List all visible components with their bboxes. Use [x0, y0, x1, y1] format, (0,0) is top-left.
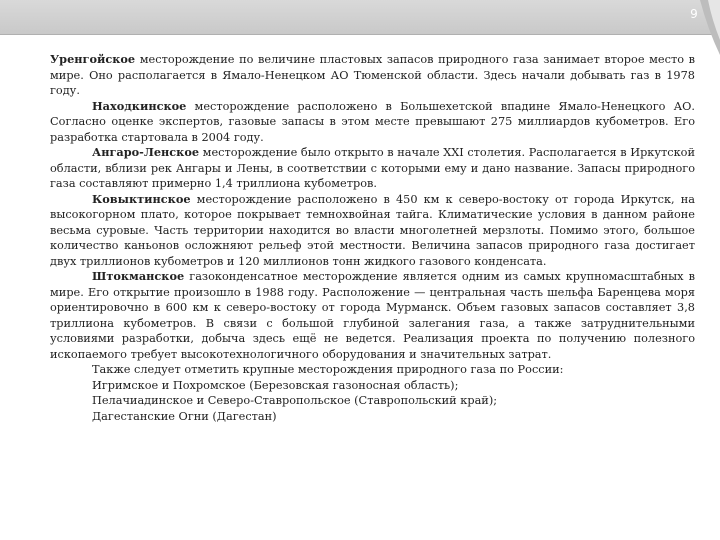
- field-name-urengoy: Уренгойское: [50, 52, 136, 66]
- paragraph-shtokman: [50, 269, 695, 362]
- paragraph-angaro-lena: [50, 145, 695, 192]
- paragraph-kovykta: [50, 192, 695, 270]
- paragraph-nakhodka: [50, 99, 695, 146]
- paragraph-text-urengoy: месторождение по величине пластовых запасов природного газа занимает второе место в мире. Оно располагается в Ямало-Ненецком АО Тюменской области. Здесь начали добывать газ в 1978 году.: [50, 53, 695, 97]
- closing-intro: Также следует отметить крупные месторождения природного газа по России:: [92, 363, 564, 376]
- slide-header-divider: [0, 34, 720, 35]
- list-item: Пелачиадинское и Северо-Ставропольское (Ставропольский край);: [92, 394, 498, 407]
- paragraph-text-angaro-lena: месторождение было открыто в начале XXI столетия. Располагается в Иркутской области, вблизи рек Ангары и Лены, в соответствии с которыми ему и дано название. Запасы природного газа составляют примерно 1,4 триллиона кубометров.: [50, 146, 695, 190]
- paragraph-text-nakhodka: месторождение расположено в Большехетской впадине Ямало-Ненецкого АО. Согласно оценке экспертов, газовые запасы в этом месте превышают 275 миллиардов кубометров. Его разработка стартовала в 2004 году.: [50, 99, 695, 144]
- slide-header-bar: [0, 0, 720, 34]
- page-number: 9: [690, 7, 698, 21]
- paragraph-urengoy: [50, 52, 695, 99]
- paragraph-text-shtokman: газоконденсатное месторождение является одним из самых крупномасштабных в мире. Его открытие произошло в 1988 году. Расположение — центральная часть шельфа Баренцева моря ориентировочно в 600 км к северо-востоку от города Мурманск. Объем газовых запасов составляет 3,8 триллиона кубометров. В связи с большой глубиной залегания газа, а также затруднительными условиями разработки, добыча здесь ещё не ведется. Реализация проекта по получению полезного ископаемого требует высокотехнологичного оборудования и значительных затрат.: [50, 270, 695, 361]
- field-name-nakhodka: Находкинское: [92, 98, 187, 113]
- field-name-angaro-lena: Ангаро-Ленское: [92, 145, 200, 159]
- field-name-shtokman: Штокманское: [92, 269, 185, 283]
- slide-body: [50, 52, 695, 424]
- list-item: Дагестанские Огни (Дагестан): [92, 409, 277, 423]
- list-item: Игримское и Похромское (Березовская газоносная область);: [92, 378, 459, 392]
- field-name-kovykta: Ковыктинское: [92, 191, 191, 206]
- paragraph-text-kovykta: месторождение расположено в 450 км к северо-востоку от города Иркутск, на высокогорном плато, которое покрывает темнохвойная тайга. Климатические условия в данном районе весьма суровые. Часть территории находится во власти многолетней мерзлоты. Помимо этого, большое количество каньонов осложняют рельеф этой местности. Величина запасов природного газа достигает двух триллионов кубометров и 120 миллионов тонн жидкого газового конденсата.: [50, 192, 695, 268]
